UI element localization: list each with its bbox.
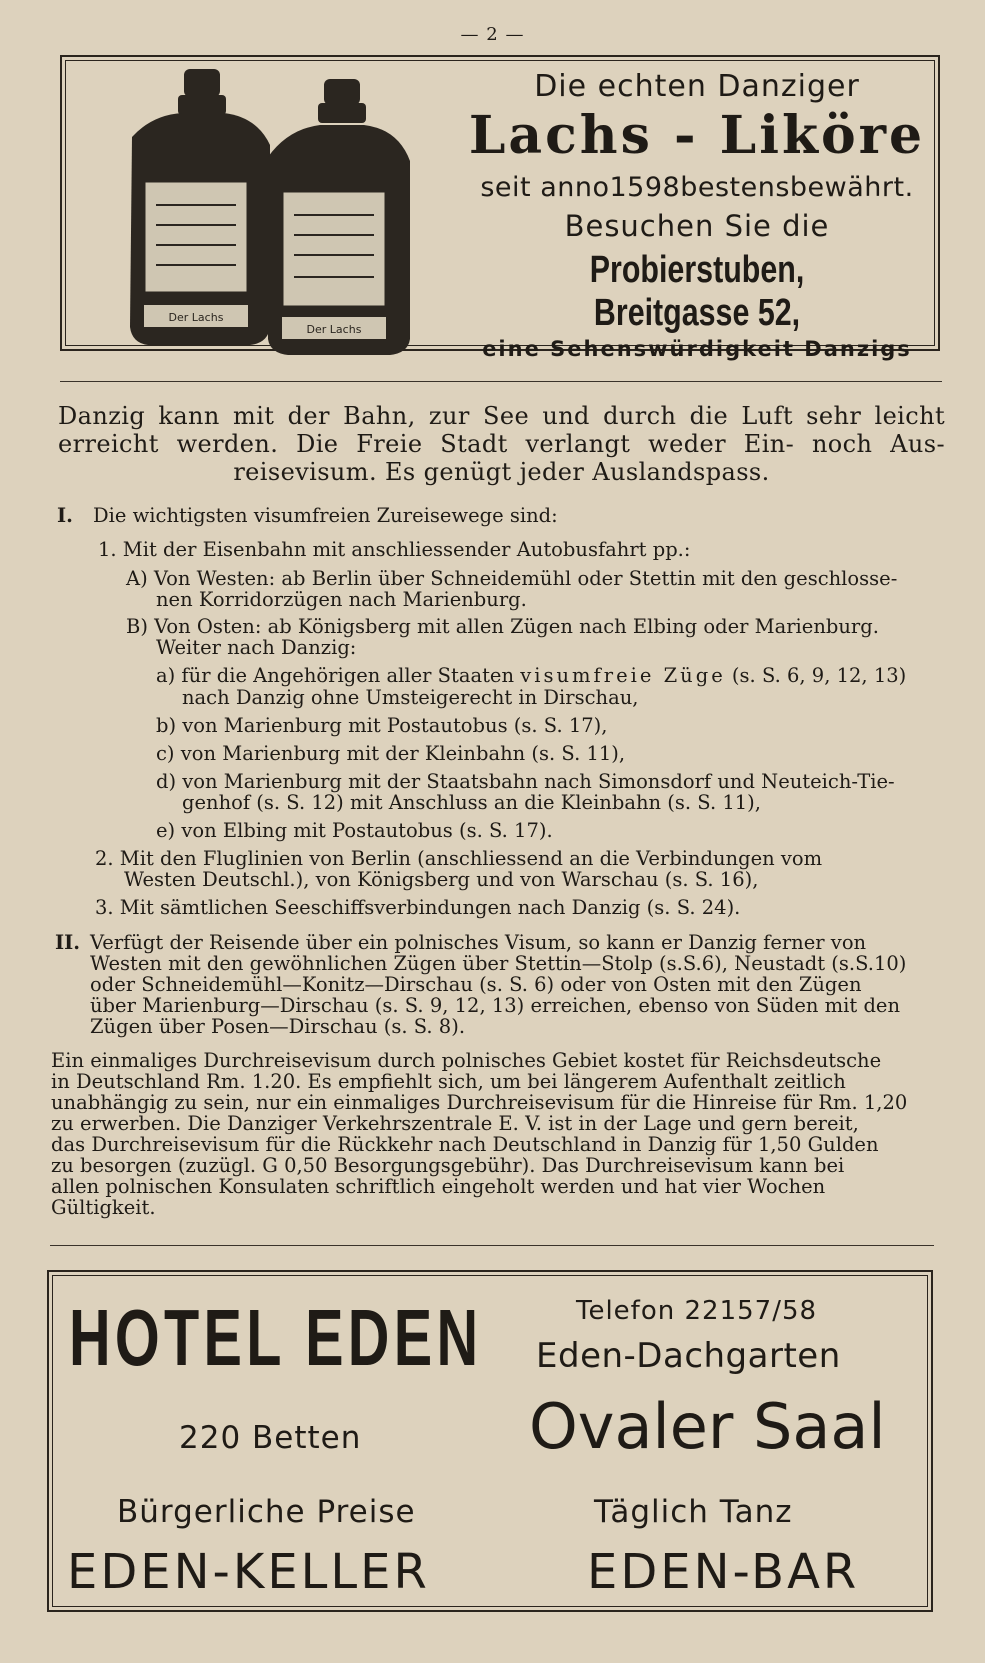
divider-top <box>60 381 942 382</box>
route-sub-e: e) von Elbing mit Postautobus (s. S. 17). <box>156 819 553 842</box>
section-2-line: über Marienburg—Dirschau (s. S. 9, 12, 13) erreichen, ebenso von Süden mit den <box>90 994 901 1017</box>
transit-line: Gültigkeit. <box>51 1196 156 1219</box>
route-east-line1: B) Von Osten: ab Königsberg mit allen Zügen nach Elbing oder Marienburg. <box>126 615 879 638</box>
route-item-2-line2: Westen Deutschl.), von Königsberg und von Warschau (s. S. 16), <box>124 868 759 891</box>
hotel-preise: Bürgerliche Preise <box>117 1494 416 1530</box>
ad-product-name: Lachs - Liköre <box>468 105 926 166</box>
bottle-right-brand: Der Lachs <box>306 323 362 336</box>
section-2-line: oder Schneidemühl—Konitz—Dirschau (s. S. 6) oder von Osten mit den Zügen <box>90 973 862 996</box>
liqueur-bottles-illustration <box>92 65 452 355</box>
transit-line: Ein einmaliges Durchreisevisum durch polnisches Gebiet kostet für Reichsdeutsche <box>51 1049 882 1072</box>
ad-since: seit anno1598bestensbewährt. <box>480 172 914 203</box>
route-sub-b: b) von Marienburg mit Postautobus (s. S. 17), <box>156 714 608 737</box>
section-2-number: II. <box>55 931 81 954</box>
route-item-2-line1: 2. Mit den Fluglinien von Berlin (anschliessend an die Verbindungen vom <box>95 847 823 870</box>
transit-line: zu besorgen (zuzügl. G 0,50 Besorgungsgebühr). Das Durchreisevisum kann bei <box>51 1154 845 1177</box>
transit-line: das Durchreisevisum für die Rückkehr nach Deutschland in Danzig für 1,50 Gulden <box>51 1133 879 1156</box>
route-sub-a-text: a) für die Angehörigen aller Staaten <box>156 664 521 687</box>
route-sub-a-pages: (s. S. 6, 9, 12, 13) <box>725 664 907 687</box>
intro-line: reisevisum. Es genügt jeder Auslandspass. <box>233 458 770 486</box>
page-number: — 2 — <box>460 24 525 45</box>
intro-line: Danzig kann mit der Bahn, zur See und durch die Luft sehr leicht <box>58 402 945 430</box>
route-west-line1: A) Von Westen: ab Berlin über Schneidemühl oder Stettin mit den geschlosse- <box>126 567 898 590</box>
ad-tagline: eine Sehenswürdigkeit Danzigs <box>482 337 912 361</box>
hotel-tanz: Täglich Tanz <box>594 1494 793 1530</box>
route-item-3: 3. Mit sämtlichen Seeschiffsverbindungen nach Danzig (s. S. 24). <box>95 896 741 919</box>
hotel-saal: Ovaler Saal <box>529 1390 886 1463</box>
intro-paragraph <box>58 402 945 486</box>
intro-line: erreicht werden. Die Freie Stadt verlangt weder Ein- noch Aus- <box>58 430 945 458</box>
hotel-keller: EDEN-KELLER <box>67 1544 430 1600</box>
bottle-right-label <box>282 191 386 307</box>
section-2-line: Verfügt der Reisende über ein polnisches Visum, so kann er Danzig ferner von <box>90 931 867 954</box>
hotel-dachgarten: Eden-Dachgarten <box>536 1336 841 1376</box>
route-sub-a-line1 <box>156 665 906 686</box>
route-west-line2: nen Korridorzügen nach Marienburg. <box>156 588 527 611</box>
transit-line: zu erwerben. Die Danziger Verkehrszentrale E. V. ist in der Lage und gern bereit, <box>51 1112 859 1135</box>
transit-line: in Deutschland Rm. 1.20. Es empfiehlt sich, um bei längerem Aufenthalt zeitlich <box>51 1070 846 1093</box>
section-2-line: Zügen über Posen—Dirschau (s. S. 8). <box>90 1015 466 1038</box>
bottle-left-brand: Der Lachs <box>168 311 224 324</box>
hotel-name: HOTEL EDEN <box>69 1293 483 1382</box>
route-east-line2: Weiter nach Danzig: <box>156 636 357 659</box>
route-sub-c: c) von Marienburg mit der Kleinbahn (s. S. 11), <box>156 742 626 765</box>
route-sub-d-line2: genhof (s. S. 12) mit Anschluss an die Kleinbahn (s. S. 11), <box>182 791 761 814</box>
ad-headline: Die echten Danziger <box>534 69 860 104</box>
route-item-1: 1. Mit der Eisenbahn mit anschliessender Autobusfahrt pp.: <box>98 538 691 561</box>
ad-address: Probierstuben, Breitgasse 52, <box>589 249 805 334</box>
transit-line: allen polnischen Konsulaten schriftlich eingeholt werden und hat vier Wochen <box>51 1175 826 1198</box>
route-sub-d-line1: d) von Marienburg mit der Staatsbahn nach Simonsdorf und Neuteich-Tie- <box>156 770 895 793</box>
route-sub-a-emphasis: visumfreie Züge <box>520 664 726 687</box>
hotel-eden-ad <box>47 1270 933 1612</box>
ad-visit: Besuchen Sie die <box>564 209 830 243</box>
transit-line: unabhängig zu sein, nur ein einmaliges Durchreisevisum für die Hinreise für Rm. 1,20 <box>51 1091 908 1114</box>
route-sub-a-line2: nach Danzig ohne Umsteigerecht in Dirschau, <box>182 686 639 709</box>
lachs-liqueur-ad <box>60 55 940 361</box>
hotel-bar: EDEN-BAR <box>587 1544 860 1600</box>
section-2-line: Westen mit den gewöhnlichen Zügen über Stettin—Stolp (s.S.6), Neustadt (s.S.10) <box>90 952 907 975</box>
section-1-number: I. <box>57 504 73 527</box>
bottle-left-label <box>144 181 248 293</box>
section-1-heading: Die wichtigsten visumfreien Zureisewege sind: <box>93 504 558 527</box>
divider-bottom <box>50 1245 934 1246</box>
hotel-betten: 220 Betten <box>179 1420 362 1456</box>
hotel-telefon: Telefon 22157/58 <box>576 1296 818 1326</box>
